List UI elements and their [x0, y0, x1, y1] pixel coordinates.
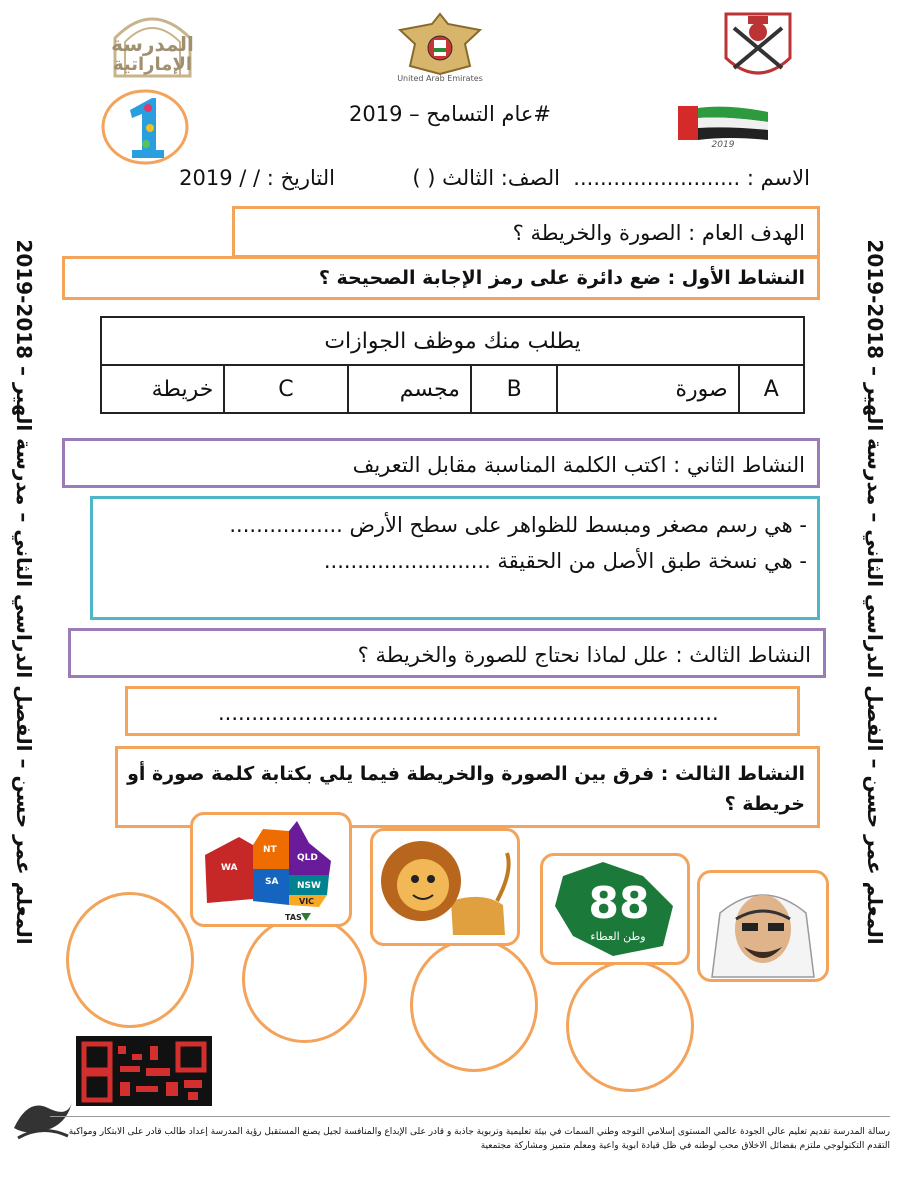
- definition-item-1: - هي رسم مصغر ومبسط للظواهر على سطح الأرض .................: [229, 513, 807, 537]
- man-portrait-icon: [700, 873, 826, 979]
- government-crest-icon: [720, 8, 796, 86]
- left-margin-text: المعلم عمر حسن – الفصل الدراسي الثاني – مدرسة الهير – 2018-2019: [12, 239, 36, 945]
- class-label: الصف: الثالث ( ): [412, 166, 560, 190]
- qr-code-icon: [76, 1036, 212, 1106]
- answer-circle-1[interactable]: [66, 892, 194, 1028]
- option-b-letter[interactable]: B: [471, 365, 557, 413]
- date-label: التاريخ : / / 2019: [179, 166, 335, 190]
- number-one-logo: [100, 88, 190, 166]
- australia-map-tile: [190, 812, 352, 927]
- activity2-title-box: [62, 438, 820, 488]
- activity1-title: النشاط الأول : ضع دائرة على رمز الإجابة الصحيحة ؟: [318, 267, 805, 289]
- uae-flag: [678, 104, 770, 162]
- option-c-letter[interactable]: C: [224, 365, 347, 413]
- activity2-title: النشاط الثاني : اكتب الكلمة المناسبة مقابل التعريف: [352, 453, 805, 477]
- footer-divider: [50, 1116, 890, 1117]
- national-day-tile: [540, 853, 690, 965]
- question-cell: يطلب منك موظف الجوازات: [101, 317, 804, 365]
- right-margin-text: المعلم عمر حسن – الفصل الدراسي الثاني – مدرسة الهير – 2018-2019: [863, 239, 887, 945]
- map-label-vic: VIC: [299, 897, 315, 906]
- abu-dhabi-logo: [720, 8, 796, 86]
- year-title: #عام التسامح – 2019: [348, 102, 551, 126]
- school-logo-line2: الإماراتية: [112, 54, 193, 75]
- activity3-title: النشاط الثالث : علل لماذا نحتاج للصورة والخريطة ؟: [357, 643, 811, 667]
- australia-map-icon: [193, 815, 349, 924]
- uae-emblem: [390, 10, 490, 85]
- activity3-answer-line: ...........................................................................: [218, 701, 719, 725]
- badge-number: 88: [588, 878, 650, 929]
- activity4-title: النشاط الثالث : فرق بين الصورة والخريطة فيما يلي بكتابة كلمة صورة أو خريطة ؟: [127, 763, 805, 815]
- badge-caption: وطن العطاء: [590, 930, 646, 943]
- activity2-answer-box[interactable]: [90, 496, 820, 620]
- flag-icon: [678, 104, 770, 142]
- flag-caption: 2019: [711, 140, 735, 150]
- option-a-text: صورة: [557, 365, 738, 413]
- answer-circle-4[interactable]: [566, 960, 694, 1092]
- answer-circle-3[interactable]: [410, 938, 538, 1072]
- map-label-wa: WA: [221, 863, 238, 873]
- number-one-icon: [100, 88, 190, 166]
- map-label-nsw: NSW: [297, 881, 321, 891]
- qr-code: [76, 1036, 212, 1106]
- goal-box: [232, 206, 820, 258]
- answer-table: [100, 316, 805, 414]
- map-label-tas: TAS: [285, 913, 302, 922]
- definition-item-2: - هي نسخة طبق الأصل من الحقيقة .........................: [323, 549, 807, 573]
- emblem-caption: United Arab Emirates: [397, 74, 483, 83]
- footer-text: رسالة المدرسة تقديم تعليم عالي الجودة عالمي المستوى إسلامي التوجه وطني السمات في بيئة تعليمية وتربوية جاذبة و قادر على الإبداع والمنافسة لجيل يصنع المستقبل رؤية المدرسة إعداد طالب قادر على الابتكار ومواكبة التقدم التكنولوجي ملتزم بفضائل الاخلاق محب لوطنه في ظل قيادة ابوية واعية ومعلم متميز ومشاركة مجتمعية: [68, 1127, 890, 1151]
- map-label-qld: QLD: [297, 853, 318, 863]
- option-c-text: خريطة: [101, 365, 224, 413]
- lion-cartoon-icon: [373, 831, 517, 943]
- school-logo: [85, 8, 220, 80]
- person-tile: [697, 870, 829, 982]
- school-logo-line1: المدرسة: [111, 32, 194, 56]
- map-label-sa: SA: [265, 877, 279, 887]
- activity1-title-box: [62, 256, 820, 300]
- option-a-letter[interactable]: A: [739, 365, 804, 413]
- name-label: الاسم : .........................: [573, 166, 810, 190]
- answer-circle-2[interactable]: [242, 915, 367, 1043]
- goal-text: الهدف العام : الصورة والخريطة ؟: [512, 221, 805, 245]
- activity3-title-box: [68, 628, 826, 678]
- lion-tile: [370, 828, 520, 946]
- map-label-nt: NT: [263, 845, 277, 855]
- falcon-emblem-icon: [390, 10, 490, 78]
- activity3-answer-box[interactable]: [125, 686, 800, 736]
- option-b-text: مجسم: [348, 365, 471, 413]
